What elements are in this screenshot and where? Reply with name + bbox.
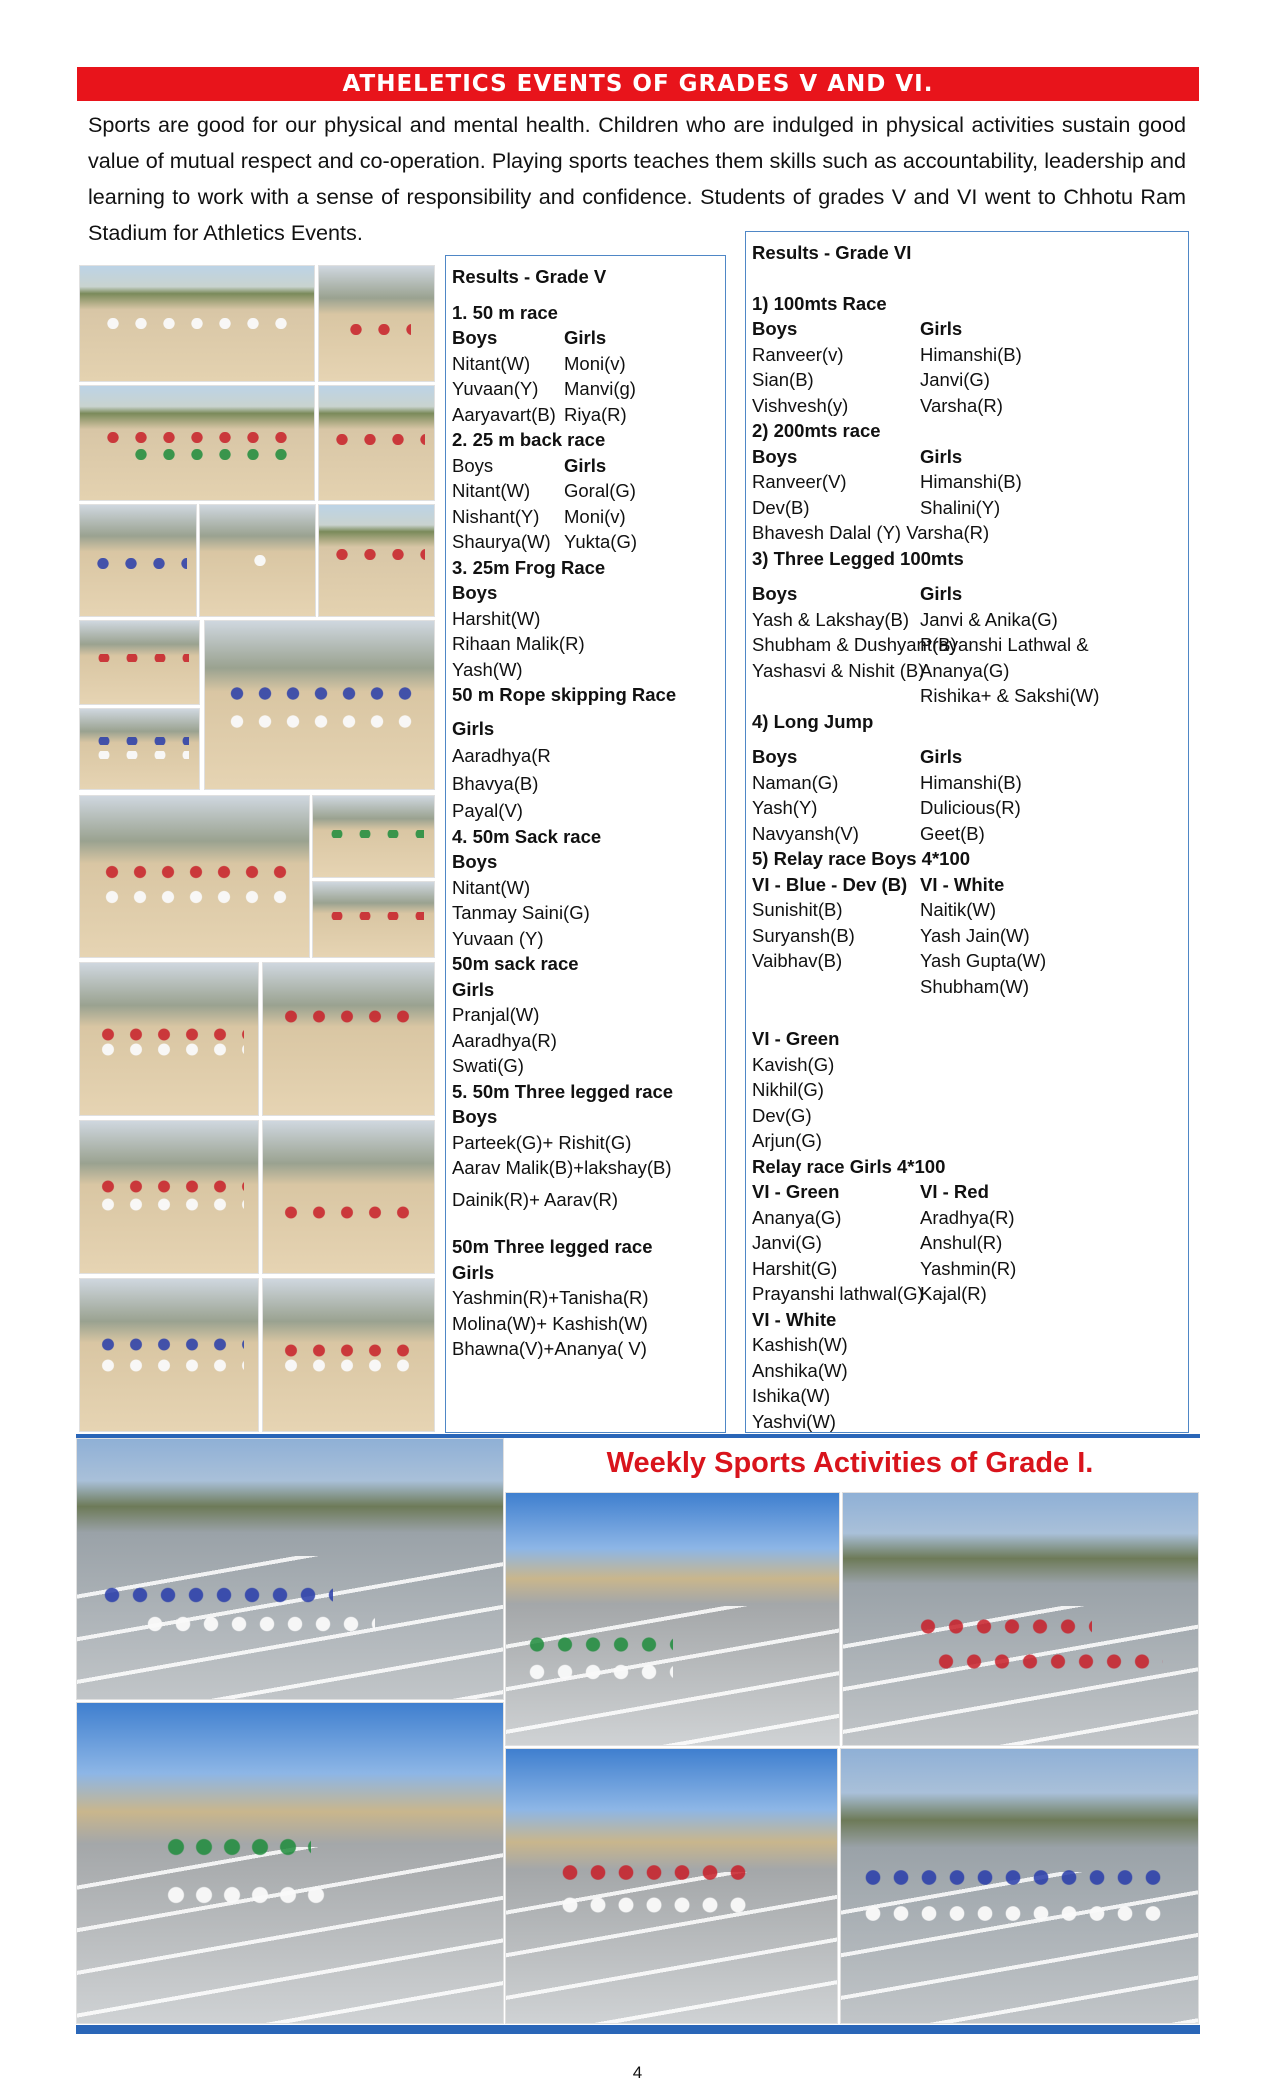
- photo-grade-i-blue-lineup: [840, 1748, 1199, 2024]
- result-line: [452, 606, 725, 632]
- result-right-text: Riya(R): [564, 403, 627, 425]
- result-left-text: Naman(G): [752, 771, 839, 793]
- photo-grade-i-red-crouch: [842, 1492, 1199, 1746]
- result-line: [452, 657, 725, 683]
- result-left-text: Nitant(W): [452, 876, 531, 898]
- result-left-text: Boys: [752, 445, 798, 467]
- result-left-text: 1) 100mts Race: [752, 292, 887, 314]
- result-right-text: VI - White: [920, 873, 1005, 895]
- result-line: [452, 351, 725, 377]
- result-line: [452, 951, 725, 977]
- photo-runners-small: [79, 708, 200, 790]
- result-left-text: 5. 50m Three legged race: [452, 1080, 674, 1102]
- result-line: [752, 709, 1188, 735]
- page-number: 4: [632, 2063, 643, 2082]
- result-line: [752, 744, 1188, 770]
- result-right-text: Janvi & Anika(G): [920, 608, 1058, 630]
- result-right-text: Girls: [920, 746, 963, 767]
- result-line: [452, 631, 725, 657]
- photo-start-line: [79, 504, 197, 617]
- result-line: [452, 1336, 725, 1362]
- result-left-text: Girls: [452, 978, 495, 1000]
- result-left-text: Shaurya(W): [452, 531, 551, 552]
- result-line: [752, 948, 1188, 974]
- photo-students-line-yellow: [79, 962, 259, 1116]
- results-grade-v-box: [445, 255, 726, 1433]
- result-left-text: Ranveer(v): [752, 343, 844, 365]
- result-line: [452, 682, 725, 708]
- result-left-text: Boys: [752, 318, 798, 339]
- result-right-text: Aradhya(R): [920, 1206, 1015, 1228]
- result-left-text: VI - Green: [752, 1028, 840, 1049]
- result-line: [452, 1079, 725, 1105]
- result-line: [752, 607, 1188, 633]
- result-line: [752, 1230, 1188, 1256]
- result-left-text: Nitant(W): [452, 352, 531, 374]
- results-grade-vi-title: Results - Grade VI: [752, 242, 912, 263]
- result-line: [752, 367, 1188, 393]
- result-line: [452, 453, 725, 479]
- result-line: [452, 1130, 725, 1156]
- result-right-text: Varsha(R): [920, 394, 1003, 416]
- result-line: [452, 1104, 725, 1130]
- result-left-text: Suryansh(B): [752, 924, 855, 946]
- result-line: [452, 824, 725, 850]
- result-left-text: VI - White: [752, 1308, 837, 1330]
- result-line: [752, 1154, 1188, 1180]
- result-left-text: Boys: [452, 851, 498, 872]
- result-left-text: 50m sack race: [452, 953, 579, 974]
- result-left-text: Sian(B): [752, 369, 814, 390]
- result-line: [452, 1285, 725, 1311]
- result-line: [752, 1052, 1188, 1078]
- result-left-text: Tanmay Saini(G): [452, 902, 590, 923]
- result-line: [752, 1358, 1188, 1384]
- photo-three-legged-race: [79, 1278, 259, 1432]
- result-line: [752, 1256, 1188, 1282]
- result-line: [452, 926, 725, 952]
- result-left-text: Molina(W)+ Kashish(W): [452, 1312, 648, 1334]
- result-right-text: Shubham(W): [920, 975, 1029, 997]
- result-line: [752, 632, 1188, 658]
- photo-stadium-track: [318, 265, 435, 382]
- result-left-text: Prayanshi lathwal(G): [752, 1283, 924, 1304]
- result-right-text: VI - Red: [920, 1181, 989, 1202]
- result-line: [752, 546, 1188, 572]
- result-line: [752, 872, 1188, 898]
- result-right-text: Naitik(W): [920, 899, 997, 920]
- photo-relay-race: [262, 1278, 435, 1432]
- result-right-text: Himanshi(B): [920, 471, 1022, 492]
- result-right-text: Anshul(R): [920, 1232, 1003, 1253]
- result-left-text: Yuvaan(Y): [452, 378, 539, 399]
- result-right-text: Girls: [564, 454, 607, 476]
- result-left-text: Ananya(G): [752, 1206, 842, 1228]
- result-line: [452, 1155, 725, 1181]
- result-line: [752, 393, 1188, 419]
- photo-sprint-yellow: [312, 881, 435, 958]
- result-left-text: 2) 200mts race: [752, 420, 881, 441]
- photo-students-line-red: [79, 1120, 259, 1274]
- photo-students-crouching: [79, 385, 315, 501]
- result-left-text: VI - Green: [752, 1181, 840, 1202]
- result-left-text: Bhavesh Dalal (Y) Varsha(R): [752, 522, 990, 543]
- result-line: [752, 897, 1188, 923]
- result-left-text: Yash(Y): [752, 797, 818, 818]
- result-line: [452, 580, 725, 606]
- result-left-text: Kashish(W): [752, 1334, 848, 1355]
- result-line: [752, 846, 1188, 872]
- result-line: [752, 1179, 1188, 1205]
- result-left-text: Yash & Lakshay(B): [752, 608, 909, 630]
- result-right-text: Goral(G): [564, 480, 636, 501]
- result-line: [452, 1234, 725, 1260]
- result-left-text: 2. 25 m back race: [452, 429, 606, 450]
- result-left-text: Payal(V): [452, 800, 523, 821]
- result-left-text: 3. 25m Frog Race: [452, 556, 606, 578]
- result-right-text: Yukta(G): [564, 531, 637, 552]
- result-line: [752, 683, 1188, 709]
- result-left-text: 5) Relay race Boys 4*100: [752, 848, 971, 869]
- results-grade-v-list: [452, 300, 725, 1362]
- result-line: [452, 716, 725, 742]
- result-left-text: Dev(B): [752, 496, 810, 518]
- result-line: [452, 1028, 725, 1054]
- result-left-text: Boys: [452, 582, 498, 603]
- result-left-text: Boys: [752, 583, 798, 604]
- result-left-text: Bhavya(B): [452, 772, 539, 794]
- result-left-text: Aaryavart(B): [452, 403, 556, 425]
- result-left-text: Navyansh(V): [752, 822, 859, 844]
- photo-grade-i-green-crouch: [76, 1702, 504, 2024]
- result-line: [452, 555, 725, 581]
- weekly-sports-title: Weekly Sports Activities of Grade I.: [606, 1447, 1094, 1479]
- result-left-text: Bhawna(V)+Ananya( V): [452, 1338, 647, 1359]
- result-right-text: Moni(v): [564, 352, 626, 374]
- result-left-text: Nishant(Y): [452, 505, 540, 527]
- result-line: [752, 1332, 1188, 1358]
- result-left-text: Nikhil(G): [752, 1079, 824, 1100]
- result-right-text: Girls: [920, 583, 963, 604]
- result-line: [452, 875, 725, 901]
- result-left-text: Rihaan Malik(R): [452, 633, 585, 654]
- result-line: [452, 529, 725, 555]
- result-left-text: Janvi(G): [752, 1232, 822, 1253]
- photo-frog-race-2: [318, 385, 435, 501]
- result-left-text: Dev(G): [752, 1104, 812, 1126]
- photo-race-lineup: [79, 620, 200, 705]
- result-line: [452, 402, 725, 428]
- result-left-text: Pranjal(W): [452, 1004, 540, 1025]
- result-left-text: Parteek(G)+ Rishit(G): [452, 1131, 632, 1153]
- result-right-text: Yashmin(R): [920, 1257, 1017, 1279]
- results-grade-vi-list: [752, 291, 1188, 1435]
- result-line: [452, 300, 725, 326]
- result-line: [752, 418, 1188, 444]
- result-line: [752, 1077, 1188, 1103]
- result-left-text: Sunishit(B): [752, 899, 843, 920]
- result-line: [452, 900, 725, 926]
- result-line: [452, 1311, 725, 1337]
- result-right-text: Moni(v): [564, 505, 626, 527]
- result-line: [752, 770, 1188, 796]
- result-left-text: 50m Three legged race: [452, 1236, 653, 1257]
- result-left-text: Swati(G): [452, 1055, 524, 1076]
- result-line: [452, 325, 725, 351]
- result-left-text: 1. 50 m race: [452, 301, 558, 323]
- result-right-text: Girls: [920, 445, 963, 467]
- results-grade-v-title: Results - Grade V: [452, 266, 607, 287]
- result-left-text: Yuvaan (Y): [452, 927, 544, 949]
- page-title-banner: ATHELETICS EVENTS OF GRADES V AND VI.: [77, 67, 1199, 101]
- result-line: [752, 495, 1188, 521]
- result-left-text: Vishvesh(y): [752, 394, 849, 416]
- photo-runner: [199, 504, 316, 617]
- result-line: [452, 1002, 725, 1028]
- results-grade-vi-box: [745, 231, 1189, 1433]
- result-left-text: 4) Long Jump: [752, 710, 874, 732]
- result-right-text: Yash Gupta(W): [920, 950, 1047, 971]
- result-left-text: Yashasvi & Nishit (B): [752, 659, 925, 681]
- result-line: [752, 520, 1188, 546]
- result-line: [452, 1260, 725, 1286]
- result-line: [752, 923, 1188, 949]
- result-right-text: Manvi(g): [564, 378, 636, 399]
- result-line: [752, 291, 1188, 317]
- result-left-text: 4. 50m Sack race: [452, 825, 602, 847]
- result-left-text: Girls: [452, 717, 495, 739]
- result-left-text: Yash(W): [452, 658, 523, 680]
- photo-grade-i-green-run: [505, 1492, 840, 1746]
- result-right-text: Himanshi(B): [920, 343, 1022, 365]
- photo-running-group: [204, 620, 435, 790]
- result-left-text: Ranveer(V): [752, 471, 847, 492]
- result-left-text: Kavish(G): [752, 1053, 835, 1075]
- result-left-text: Nitant(W): [452, 480, 531, 501]
- result-line: [452, 798, 725, 824]
- result-line: [752, 1103, 1188, 1129]
- result-line: [752, 658, 1188, 684]
- result-line: [752, 795, 1188, 821]
- photo-grade-i-purple: [76, 1438, 504, 1700]
- result-left-text: Harshit(W): [452, 607, 541, 629]
- result-left-text: Arjun(G): [752, 1130, 822, 1151]
- photo-sprint-red: [79, 795, 310, 958]
- result-line: [452, 977, 725, 1003]
- result-right-text: Geet(B): [920, 822, 985, 844]
- result-left-text: Boys: [752, 746, 798, 767]
- result-line: [752, 1128, 1188, 1154]
- result-right-text: Girls: [564, 327, 607, 348]
- result-left-text: Relay race Girls 4*100: [752, 1155, 946, 1177]
- result-right-text: Dulicious(R): [920, 797, 1021, 818]
- bottom-divider: [76, 2025, 1200, 2034]
- result-left-text: 50 m Rope skipping Race: [452, 684, 677, 705]
- result-line: [752, 974, 1188, 1000]
- photo-track-runners: [262, 962, 435, 1116]
- result-right-text: Yash Jain(W): [920, 924, 1030, 946]
- result-line: [452, 849, 725, 875]
- result-right-text: Kajal(R): [920, 1283, 987, 1304]
- result-left-text: Aaradhya(R: [452, 745, 551, 766]
- result-right-text: Prayanshi Lathwal &: [920, 634, 1089, 655]
- result-line: [752, 316, 1188, 342]
- result-left-text: Dainik(R)+ Aarav(R): [452, 1188, 619, 1210]
- result-line: [752, 342, 1188, 368]
- result-left-text: Vaibhav(B): [752, 950, 843, 971]
- result-line: [752, 1281, 1188, 1307]
- intro-paragraph: Sports are good for our physical and mental health. Children who are indulged in physical activities sustain good value of mutual respect and co-operation. Playing sports teaches them skills such as accountability, leadership and learning to work with a sense of responsibility and confidence. Students of grades V and VI went to Chhotu Ram Stadium for Athletics Events.: [88, 112, 1186, 245]
- result-line: [752, 821, 1188, 847]
- result-line: [752, 469, 1188, 495]
- result-line: [752, 1383, 1188, 1409]
- result-left-text: Boys: [452, 327, 498, 348]
- result-left-text: Shubham & Dushyant(B): [752, 634, 957, 655]
- result-line: [752, 444, 1188, 470]
- result-left-text: Anshika(W): [752, 1359, 848, 1381]
- result-left-text: 3) Three Legged 100mts: [752, 547, 964, 569]
- photo-frog-race: [79, 265, 315, 382]
- result-line: [452, 771, 725, 797]
- result-left-text: Harshit(G): [752, 1257, 838, 1279]
- result-right-text: Janvi(G): [920, 369, 990, 390]
- result-left-text: Yashvi(W): [752, 1410, 836, 1432]
- result-line: [752, 1026, 1188, 1052]
- result-right-text: Ananya(G): [920, 659, 1010, 681]
- result-left-text: Boys: [452, 1106, 498, 1127]
- result-right-text: Shalini(Y): [920, 496, 1001, 518]
- result-right-text: Girls: [920, 318, 963, 339]
- result-line: [752, 1307, 1188, 1333]
- result-line: [452, 504, 725, 530]
- result-left-text: VI - Blue - Dev (B): [752, 873, 908, 895]
- result-left-text: Ishika(W): [752, 1385, 831, 1406]
- result-right-text: Himanshi(B): [920, 771, 1022, 793]
- result-left-text: Girls: [452, 1261, 495, 1283]
- photo-sprint-green: [312, 795, 435, 878]
- result-line: [452, 743, 725, 769]
- result-line: [452, 478, 725, 504]
- result-left-text: Boys: [452, 454, 494, 476]
- result-line: [452, 427, 725, 453]
- result-line: [752, 1409, 1188, 1435]
- result-line: [752, 1205, 1188, 1231]
- photo-flags: [318, 504, 435, 617]
- result-line: [752, 581, 1188, 607]
- result-left-text: Aaradhya(R): [452, 1029, 557, 1051]
- result-left-text: Aarav Malik(B)+lakshay(B): [452, 1157, 672, 1178]
- result-left-text: Yashmin(R)+Tanisha(R): [452, 1287, 649, 1308]
- result-line: [452, 1053, 725, 1079]
- photo-grade-i-red-lineup: [505, 1748, 838, 2024]
- result-line: [452, 1187, 725, 1213]
- photo-sack-race: [262, 1120, 435, 1274]
- result-right-text: Rishika+ & Sakshi(W): [920, 685, 1100, 706]
- result-line: [452, 376, 725, 402]
